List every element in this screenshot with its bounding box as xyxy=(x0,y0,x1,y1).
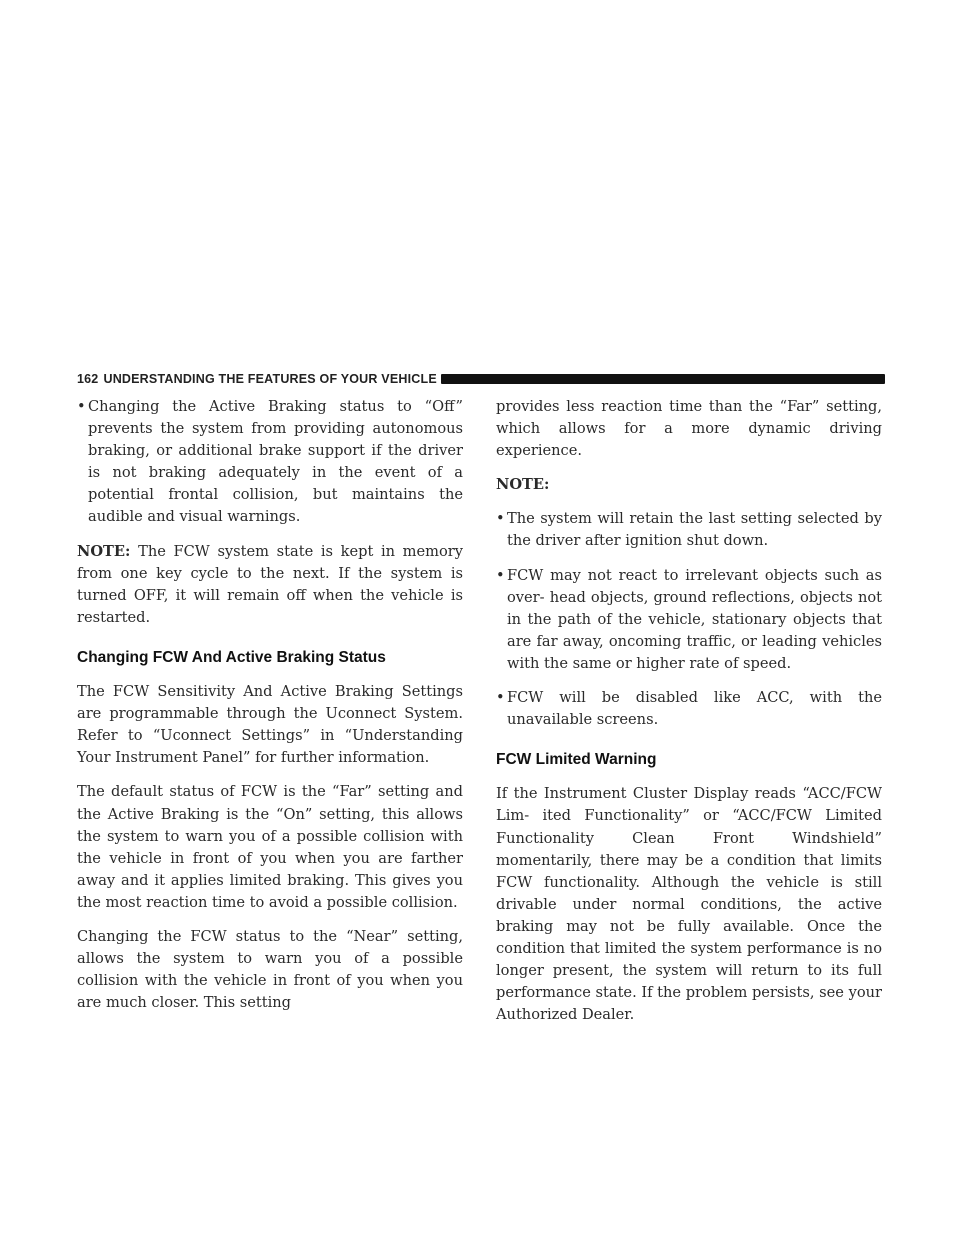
bullet-marker: • xyxy=(77,398,86,415)
bullet-item xyxy=(77,396,463,529)
bullet-text: FCW will be disabled like ACC, with the unavailable screens. xyxy=(507,689,882,729)
bullet-item xyxy=(496,565,882,675)
bullet-marker: • xyxy=(496,510,505,528)
note-label: NOTE: xyxy=(77,542,131,560)
bullet-text: The system will retain the last setting selected by the driver after ignition shut down. xyxy=(507,510,882,550)
note-paragraph xyxy=(77,541,463,629)
bullet-item xyxy=(496,687,882,731)
paragraph: The default status of FCW is the “Far” setting and the Active Braking is the “On” setting, this allows the system to warn you of a possible collision with the vehicle in front of you when you are farther away and it applies limited braking. This gives you the most reaction time to avoid a possible collision. xyxy=(77,783,463,911)
paragraph: provides less reaction time than the “Far” setting, which allows for a more dynamic driving experience. xyxy=(496,398,882,460)
chapter-title: UNDERSTANDING THE FEATURES OF YOUR VEHICLE xyxy=(103,372,437,386)
left-column xyxy=(77,396,463,1026)
paragraph: Changing the FCW status to the “Near” setting, allows the system to warn you of a possible collision with the vehicle in front of you when you are much closer. This setting xyxy=(77,927,463,1012)
bullet-marker: • xyxy=(496,689,505,707)
note-label: NOTE: xyxy=(496,476,550,494)
bullet-text: Changing the Active Braking status to “Off” prevents the system from providing autonomous braking, or additional brake support if the driver is not braking adequately in the event of a potential frontal collision, but maintains the audible and visual warnings. xyxy=(88,398,463,526)
section-heading: FCW Limited Warning xyxy=(496,751,657,769)
bullet-marker: • xyxy=(496,566,505,584)
note-text: The FCW system state is kept in memory from one key cycle to the next. If the system is turned OFF, it will remain off when the vehicle is restarted. xyxy=(77,542,464,626)
bullet-item xyxy=(496,508,882,552)
right-column xyxy=(496,396,882,1038)
page-header xyxy=(77,368,885,390)
bullet-text: FCW may not react to irrelevant objects such as over- head objects, ground reflections, objects not in the path of the vehicle, stationary objects that are far away, oncoming traffic, or leading vehicles with the same or higher rate of speed. xyxy=(507,566,882,672)
section-heading: Changing FCW And Active Braking Status xyxy=(77,648,386,666)
paragraph: The FCW Sensitivity And Active Braking Settings are programmable through the Uconnect System. Refer to “Uconnect Settings” in “Understanding Your Instrument Panel” for further information. xyxy=(77,683,463,767)
page-number: 162 xyxy=(77,372,99,386)
header-rule xyxy=(441,374,885,384)
paragraph: If the Instrument Cluster Display reads “ACC/FCW Lim- ited Functionality” or “ACC/FCW Limited Functionality Clean Front Windshield” momentarily, there may be a condition that limits FCW functionality. Although the vehicle is still drivable under normal conditions, the active braking may not be fully available. Once the condition that limited the system performance is no longer present, the system will return to its full performance state. If the problem persists, see your Authorized Dealer. xyxy=(496,785,882,1024)
